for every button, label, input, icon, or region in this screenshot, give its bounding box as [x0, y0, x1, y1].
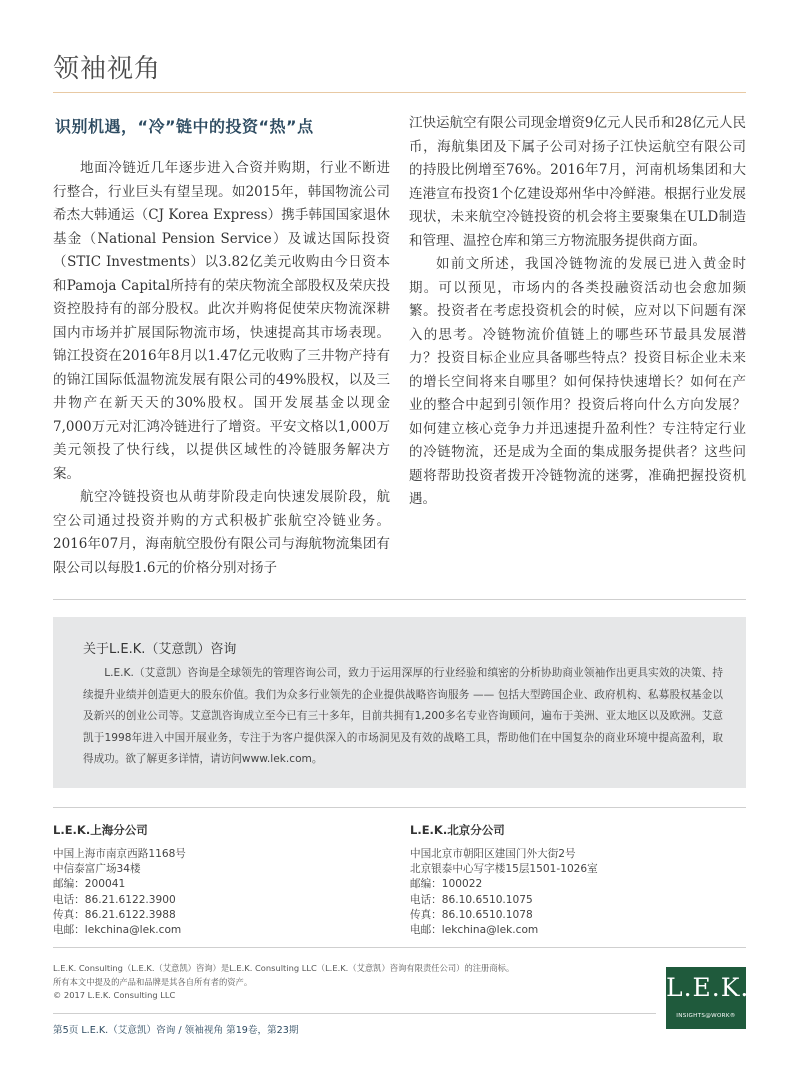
office-address-line: 中国上海市南京西路1168号 [53, 848, 186, 860]
office-name: L.E.K.上海分公司 [53, 823, 148, 837]
office-email: 电邮：lekchina@lek.com [53, 924, 182, 937]
logo-mark: L.E.K. [666, 973, 750, 1002]
office-beijing [410, 822, 740, 938]
about-body: L.E.K.（艾意凯）咨询是全球领先的管理咨询公司，致力于运用深厚的行业经验和缜密的分析协助商业领袖作出更具实效的决策、持续提升业绩并创造更大的股东价值。我们为众多行业领先的企业提供战略咨询服务 —— 包括大型跨国企业、政府机构、私募股权基金以及新兴的创业公司等。艾意凯咨询成立至今已有三十多年，目前共拥有1,200多名专业咨询顾问，遍布于美洲、亚太地区以及欧洲。艾意凯于1998年进入中国开展业务，专注于为客户提供深入的市场洞见及有效的战略工具，帮助他们在中国复杂的商业环境中提高盈利，取得成功。欲了解更多详情，请访问www.lek.com。 [83, 667, 723, 765]
article-paragraph: 地面冷链近几年逐步进入合资并购期，行业不断进行整合，行业巨头有望呈现。如2015年，韩国物流公司希杰大韩通运（CJ Korea Express）携手韩国国家退休基金（National Pension Service）及诚达国际投资（STIC Investments）以3.82亿美元收购由今日资本和Pamoja Capital所持有的荣庆物流全部股权及荣庆投资控股持有的部分股权。此次并购将促使荣庆物流深耕国内市场并扩展国际物流市场，快速提高其市场表现。锦江投资在2016年8月以1.47亿元收购了三井物产持有的锦江国际低温物流发展有限公司的49%股权，以及三井物产在新天天的30%股权。国开发展基金以现金7,000万元对汇鸿冷链进行了增资。平安文格以1,000万美元领投了快行线，以提供区域性的冷链服务解决方案。 [53, 160, 390, 482]
section-divider [53, 807, 746, 808]
article-left-column [53, 112, 390, 580]
office-phone: 电话：86.10.6510.1075 [410, 893, 533, 906]
section-divider [53, 599, 746, 600]
office-postcode: 邮编：200041 [53, 878, 126, 891]
lek-logo [666, 967, 750, 1029]
page-section-title: 领袖视角 [53, 54, 162, 84]
office-fax: 传真：86.21.6122.3988 [53, 908, 176, 921]
about-title: 关于L.E.K.（艾意凯）咨询 [83, 642, 237, 657]
about-box [53, 617, 746, 788]
article [53, 112, 746, 576]
article-heading: 识别机遇，“冷”链中的投资“热”点 [55, 117, 314, 136]
legal-notice [53, 962, 613, 1003]
office-shanghai [53, 822, 383, 938]
office-address-line: 中国北京市朝阳区建国门外大街2号 [410, 848, 576, 860]
article-paragraph-continued: 江快运航空有限公司现金增资9亿元人民币和28亿元人民币，海航集团及下属子公司对扬子江快运航空有限公司的持股比例增至76%。2016年7月，河南机场集团和大连港宣布投资1个亿建设郑州华中冷鲜港。根据行业发展现状，未来航空冷链投资的机会将主要聚集在ULD制造和管理、温控仓库和第三方物流服务提供商方面。 [409, 115, 746, 249]
office-phone: 电话：86.21.6122.3900 [53, 893, 176, 906]
office-email: 电邮：lekchina@lek.com [410, 924, 539, 937]
article-paragraph: 如前文所述，我国冷链物流的发展已进入黄金时期。可以预见，市场内的各类投融资活动也会愈加频繁。投资者在考虑投资机会的时候，应对以下问题有深入的思考。冷链物流价值链上的哪些环节最具发展潜力？投资目标企业应具备哪些特点？投资目标企业未来的增长空间将来自哪里？如何保持快速增长？如何在产业的整合中起到引领作用？投资后将向什么方向发展？如何建立核心竞争力并迅速提升盈利性？专注特定行业的冷链物流，还是成为全面的集成服务提供者？这些问题将帮助投资者拨开冷链物流的迷雾，准确把握投资机遇。 [409, 256, 746, 507]
logo-tagline: INSIGHTS@WORK® [676, 1013, 736, 1019]
legal-line: 所有本文中提及的产品和品牌是其各自所有者的资产。 [53, 976, 253, 987]
header-divider [53, 92, 746, 93]
legal-line: L.E.K. Consulting（L.E.K.（艾意凯）咨询）是L.E.K. Consulting LLC（L.E.K.（艾意凯）咨询有限责任公司）的注册商标。 [53, 963, 515, 973]
office-address-line: 北京银泰中心写字楼15层1501-1026室 [410, 863, 598, 876]
office-address-line: 中信泰富广场34楼 [53, 863, 141, 876]
section-divider [53, 947, 746, 948]
office-fax: 传真：86.10.6510.1078 [410, 908, 533, 921]
office-postcode: 邮编：100022 [410, 878, 483, 891]
article-paragraph: 航空冷链投资也从萌芽阶段走向快速发展阶段，航空公司通过投资并购的方式积极扩张航空冷链业务。2016年07月，海南航空股份有限公司与海航物流集团有限公司以每股1.6元的价格分别对扬子 [53, 489, 390, 576]
footer-divider [53, 1013, 656, 1014]
copyright: © 2017 L.E.K. Consulting LLC [53, 990, 176, 1000]
office-name: L.E.K.北京分公司 [410, 823, 505, 837]
page-footer: 第5页 L.E.K.（艾意凯）咨询 / 领袖视角 第19卷，第23期 [53, 1025, 299, 1036]
article-right-column [409, 112, 746, 512]
